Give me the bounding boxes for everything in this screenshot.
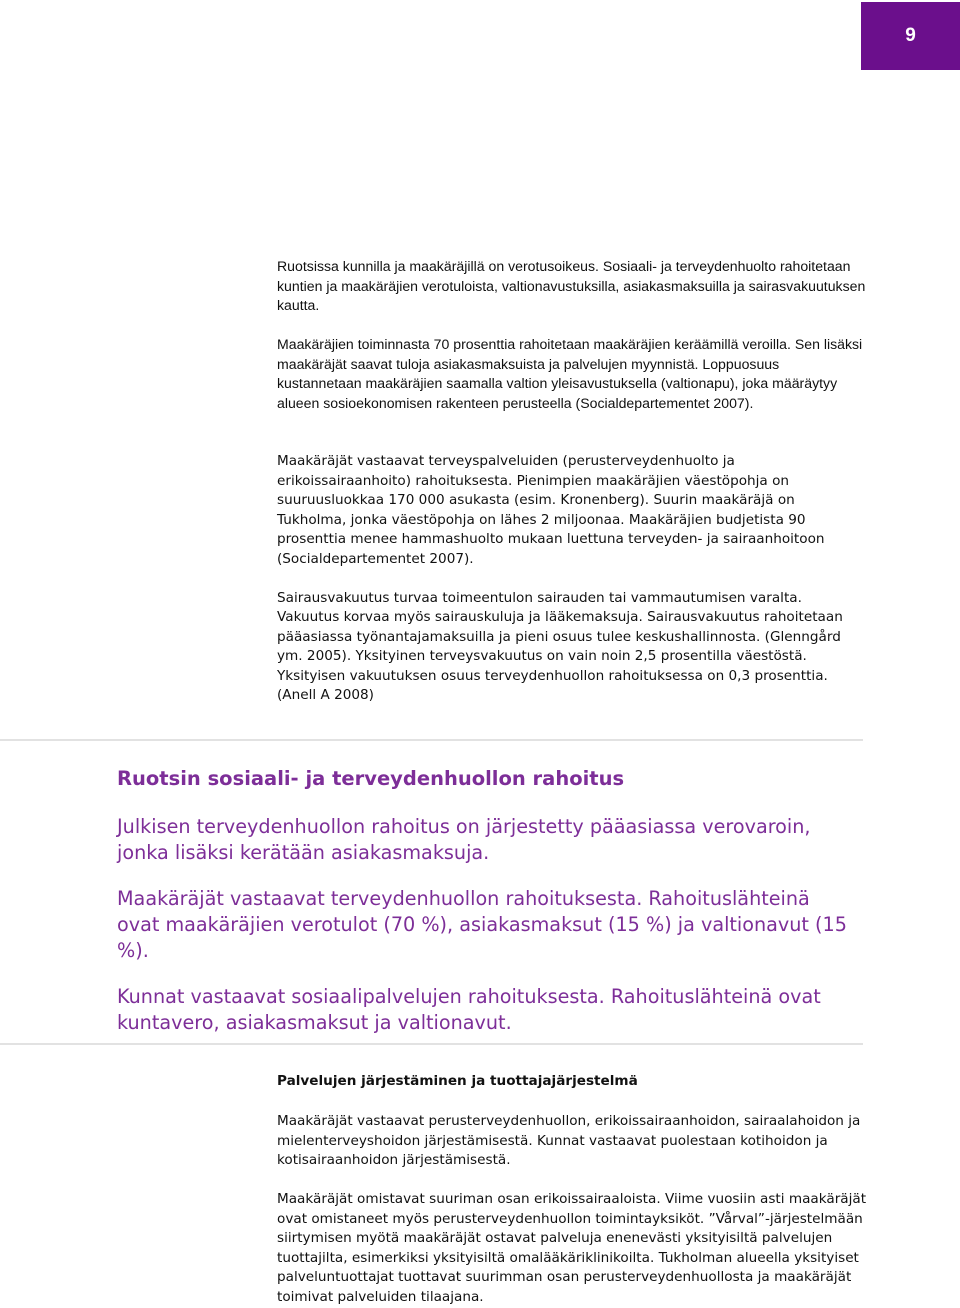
highlight-box-body [117,814,857,1036]
highlight-box-paragraph: Julkisen terveydenhuollon rahoitus on järjestetty pääasiassa verovaroin, jonka lisäksi kerätään asiakasmaksuja. [117,815,811,864]
intro-text [277,257,867,413]
main-paragraph: Sairausvakuutus turvaa toimeentulon sairauden tai vammautumisen varalta. Vakuutus korvaa myös sairauskuluja ja lääkemaksuja. Sairausvakuutus rahoitetaan pääasiassa työnantajamaksuilla ja pieni osuus tulee keskushallinnosta. (Glenngård ym. 2005). Yksityinen terveysvakuutus on vain noin 2,5 prosentilla väestöstä. Yksityisen vakuutuksen osuus terveydenhuollon rahoituksessa on 0,3 prosenttia. (Anell A 2008) [277,589,843,703]
highlight-box-title: Ruotsin sosiaali- ja terveydenhuollon rahoitus [117,767,625,790]
section-heading: Palvelujen järjestäminen ja tuottajajärjestelmä [277,1073,638,1089]
page-number-badge [861,2,960,70]
section-paragraph: Maakäräjät omistavat suuriman osan erikoissairaaloista. Viime vuosiin asti maakäräjät ovat omistaneet myös perusterveydenhuollon toimintayksiköt. ”Vårval”-järjestelmään siirtymisen myötä maakäräjät ostavat palveluja enenevästi yksityisiltä palvelujen tuottajilta, esimerkiksi yksityisiltä omalääkäriklinikoilta. Tukholman alueella yksityiset palveluntuottajat tuottavat suurimman osan perusterveydenhuollosta ja maakäräjät toimivat palveluiden tilaajana. [277,1191,867,1305]
highlight-box-top-divider [0,739,863,741]
intro-paragraph: Maakäräjien toiminnasta 70 prosenttia rahoitetaan maakäräjien keräämillä veroilla. Sen lisäksi maakäräjät saavat tuloja asiakasmaksuista ja palvelujen myynnistä. Loppuosuus kustannetaan maakäräjien saamalla valtion yleisavustuksella (valtionapu), joka määräytyy alueen sosioekonomisen rakenteen perusteella (Socialdepartementet 2007). [277,336,863,411]
main-paragraph: Maakäräjät vastaavat terveyspalveluiden (perusterveydenhuolto ja erikoissairaanhoito) rahoituksesta. Pienimpien maakäräjien väestöpohja on suuruusluokkaa 170 000 asukasta (esim. Kronenberg). Suurin maakäräjä on Tukholma, jonka väestöpohja on lähes 2 miljoonaa. Maakäräjien budjetista 90 prosenttia menee hammashuolto mukaan luettuna terveyden- ja sairaanhoitoon (Socialdepartementet 2007). [277,453,825,567]
highlight-box-paragraph: Kunnat vastaavat sosiaalipalvelujen rahoituksesta. Rahoituslähteinä ovat kuntavero, asiakasmaksut ja valtionavut. [117,985,821,1034]
page-number: 9 [905,25,916,46]
highlight-box-bottom-divider [0,1043,863,1045]
section-body [277,1112,867,1307]
section-paragraph: Maakäräjät vastaavat perusterveydenhuollon, erikoissairaanhoidon, sairaalahoidon ja mielenterveyshoidon järjestämisestä. Kunnat vastaavat puolestaan kotihoidon ja kotisairaanhoidon järjestämisestä. [277,1113,861,1168]
intro-paragraph: Ruotsissa kunnilla ja maakäräjillä on verotusoikeus. Sosiaali- ja terveydenhuolto rahoitetaan kuntien ja maakäräjien verotuloista, valtionavustuksilla, asiakasmaksuilla ja sairasvakuutuksen kautta. [277,258,866,313]
main-text [277,452,867,706]
highlight-box-paragraph: Maakäräjät vastaavat terveydenhuollon rahoituksesta. Rahoituslähteinä ovat maakäräjien verotulot (70 %), asiakasmaksut (15 %) ja valtionavut (15 %). [117,887,847,962]
